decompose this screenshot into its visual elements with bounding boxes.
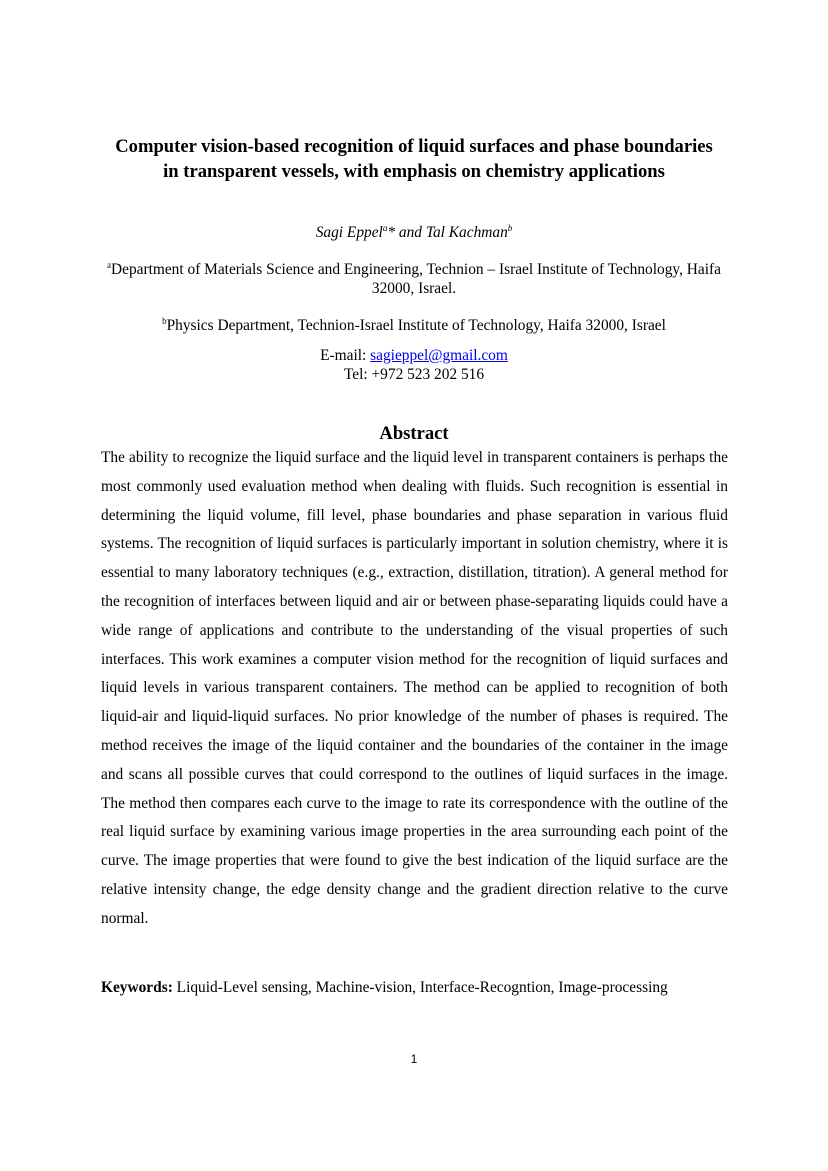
title-line-2: in transparent vessels, with emphasis on chemistry applications: [163, 161, 665, 182]
email-line: [0, 346, 828, 365]
affiliation-a-text: Department of Materials Science and Engineering, Technion – Israel Institute of Technology, Haifa 32000, Israel.: [111, 261, 721, 298]
affiliation-b: [90, 312, 738, 335]
author-2: Tal Kachman: [425, 224, 508, 242]
affiliation-a-mark: a: [107, 260, 111, 270]
affiliation-b-text: Physics Department, Technion-Israel Institute of Technology, Haifa 32000, Israel: [166, 317, 666, 335]
author-2-affiliation-mark: b: [507, 223, 513, 233]
author-1: Sagi Eppel: [315, 224, 383, 242]
title-line-1: Computer vision-based recognition of liquid surfaces and phase boundaries: [115, 136, 713, 157]
affiliation-b-mark: b: [162, 316, 167, 326]
telephone: Tel: +972 523 202 516: [343, 366, 485, 383]
email-link[interactable]: sagieppel@gmail.com: [370, 347, 508, 364]
paper-title: [70, 134, 758, 184]
corresponding-author-mark: *: [387, 224, 396, 242]
contact-info: [0, 346, 828, 384]
author-conjunction: and: [395, 224, 426, 242]
page-number: 1: [410, 1052, 418, 1066]
abstract-heading: Abstract: [379, 423, 449, 444]
email-label: E-mail:: [320, 347, 371, 364]
keywords-label: Keywords:: [101, 979, 173, 996]
keywords-text: Liquid-Level sensing, Machine-vision, Interface-Recogntion, Image-processing: [172, 979, 668, 996]
author-1-affiliation-mark: a: [382, 223, 388, 233]
author-list: [0, 218, 828, 243]
abstract-text: The ability to recognize the liquid surface and the liquid level in transparent containers is perhaps the most commonly used evaluation method when dealing with fluids. Such recognition is essential in determining the liquid volume, fill level, phase boundaries and phase separation in various fluid systems. The recognition of liquid surfaces is particularly important in solution chemistry, where it is essential to many laboratory techniques (e.g., extraction, distillation, titration). A general method for the recognition of interfaces between liquid and air or between phase-separating liquids could have a wide range of applications and contribute to the understanding of the visual properties of such interfaces. This work examines a computer vision method for the recognition of liquid surfaces and liquid levels in various transparent containers. The method can be applied to recognition of both liquid-air and liquid-liquid surfaces. No prior knowledge of the number of phases is required. The method receives the image of the liquid container and the boundaries of the container in the image and scans all possible curves that could correspond to the outlines of liquid surfaces in the image. The method then compares each curve to the image to rate its correspondence with the outline of the real liquid surface by examining various image properties in the area surrounding each point of the curve. The image properties that were found to give the best indication of the liquid surface are the relative intensity change, the edge density change and the gradient direction relative to the curve normal.: [101, 449, 728, 927]
keywords: [101, 976, 741, 1000]
affiliation-a: [90, 256, 738, 298]
